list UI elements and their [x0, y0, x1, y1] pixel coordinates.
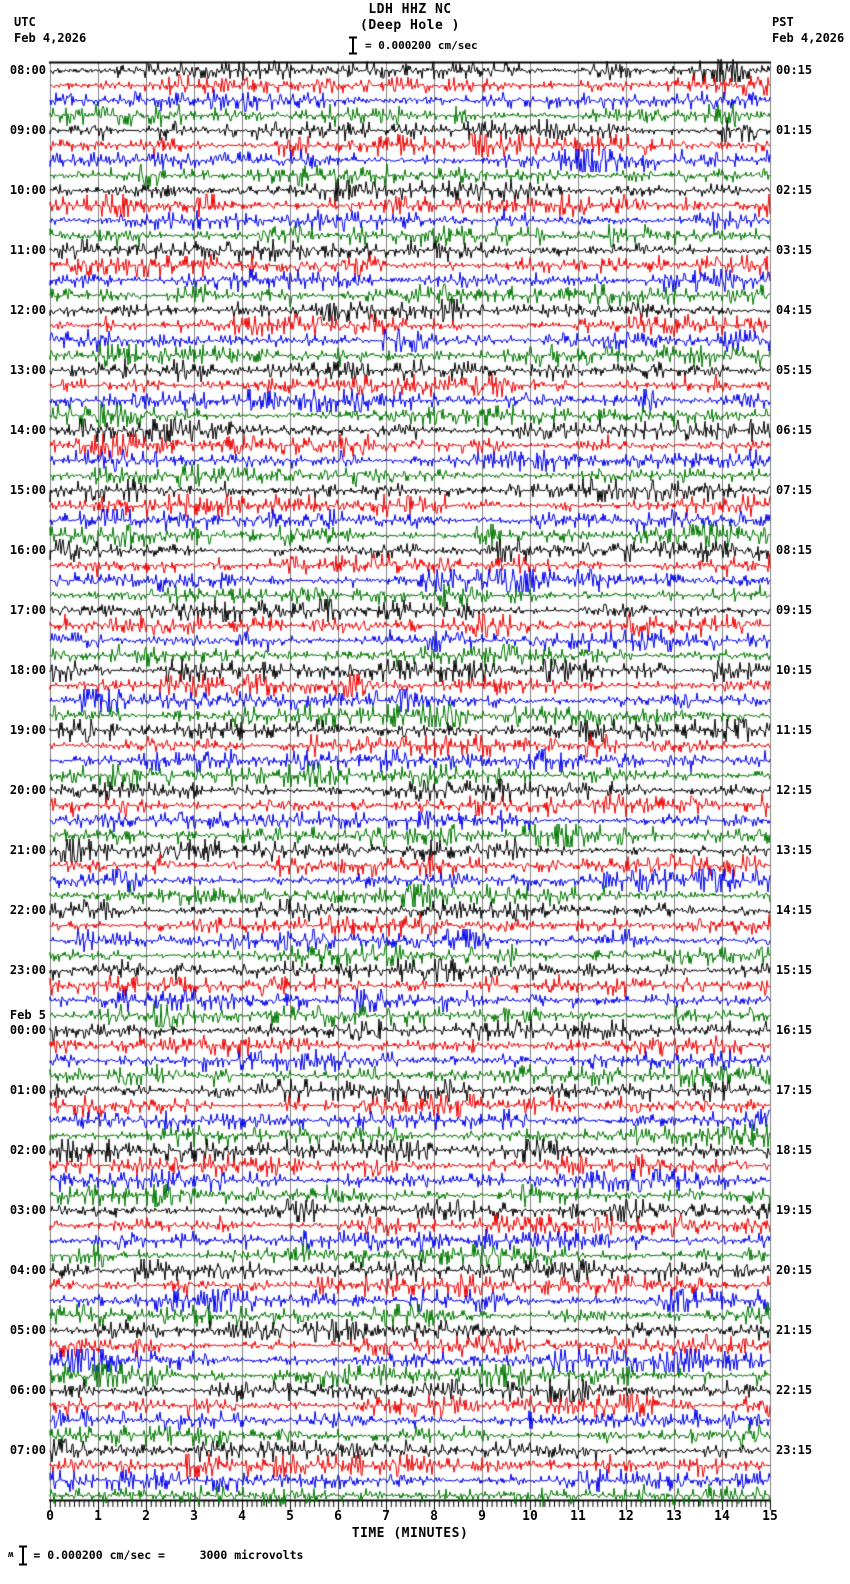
x-axis-tick-label: 13 [666, 1509, 682, 1524]
pst-hour-label: 04:15 [776, 303, 813, 317]
pst-hour-label: 05:15 [776, 363, 813, 377]
date-change-label: Feb 5 [9, 1008, 46, 1022]
pst-hour-label: 15:15 [776, 963, 813, 977]
x-axis-tick-label: 1 [94, 1509, 102, 1524]
x-axis-tick-label: 2 [142, 1509, 150, 1524]
pst-hour-label: 22:15 [776, 1383, 813, 1397]
footer-scale-text: = 0.000200 cm/sec = 3000 microvolts [33, 1548, 304, 1562]
x-axis-tick-label: 4 [238, 1509, 246, 1524]
pst-hour-label: 21:15 [776, 1323, 813, 1337]
x-axis-tick-label: 5 [286, 1509, 294, 1524]
utc-hour-label: 00:00 [9, 1023, 46, 1037]
x-axis-tick-label: 12 [618, 1509, 634, 1524]
pst-hour-label: 03:15 [776, 243, 813, 257]
utc-hour-label: 12:00 [9, 303, 46, 317]
x-axis-tick-label: 15 [762, 1509, 778, 1524]
utc-hour-label: 17:00 [9, 603, 46, 617]
pst-hour-label: 02:15 [776, 183, 813, 197]
x-axis-tick-label: 14 [714, 1509, 730, 1524]
pst-hour-label: 19:15 [776, 1203, 813, 1217]
x-axis-tick-label: 10 [522, 1509, 538, 1524]
x-axis-tick-label: 7 [382, 1509, 390, 1524]
utc-hour-label: 11:00 [9, 243, 46, 257]
pst-hour-label: 23:15 [776, 1443, 813, 1457]
pst-hour-label: 01:15 [776, 123, 813, 137]
x-axis-tick-label: 11 [570, 1509, 586, 1524]
pst-hour-label: 00:15 [776, 63, 813, 77]
pst-hour-label: 18:15 [776, 1143, 813, 1157]
utc-hour-label: 19:00 [9, 723, 46, 737]
pst-hour-label: 16:15 [776, 1023, 813, 1037]
ibar-scale-icon [18, 1545, 28, 1566]
pst-hour-label: 06:15 [776, 423, 813, 437]
utc-hour-label: 09:00 [9, 123, 46, 137]
footer-wiggle-glyph: ʍ [8, 1549, 14, 1560]
x-axis-tick-label: 6 [334, 1509, 342, 1524]
pst-hour-label: 08:15 [776, 543, 813, 557]
x-axis-tick-label: 0 [46, 1509, 54, 1524]
utc-hour-label: 07:00 [9, 1443, 46, 1457]
pst-hour-label: 20:15 [776, 1263, 813, 1277]
utc-hour-label: 15:00 [9, 483, 46, 497]
x-axis-tick-label: 3 [190, 1509, 198, 1524]
pst-hour-label: 11:15 [776, 723, 813, 737]
utc-hour-label: 08:00 [9, 63, 46, 77]
pst-hour-label: 13:15 [776, 843, 813, 857]
utc-hour-label: 16:00 [9, 543, 46, 557]
utc-hour-label: 13:00 [9, 363, 46, 377]
utc-hour-label: 23:00 [9, 963, 46, 977]
utc-hour-label: 05:00 [9, 1323, 46, 1337]
utc-hour-label: 06:00 [9, 1383, 46, 1397]
pst-hour-label: 12:15 [776, 783, 813, 797]
utc-hour-label: 01:00 [9, 1083, 46, 1097]
x-axis-tick-label: 8 [430, 1509, 438, 1524]
pst-hour-label: 17:15 [776, 1083, 813, 1097]
utc-hour-label: 03:00 [9, 1203, 46, 1217]
pst-hour-label: 07:15 [776, 483, 813, 497]
utc-hour-label: 04:00 [9, 1263, 46, 1277]
pst-hour-label: 10:15 [776, 663, 813, 677]
x-axis-title: TIME (MINUTES) [351, 1526, 469, 1541]
utc-hour-label: 21:00 [9, 843, 46, 857]
utc-hour-label: 10:00 [9, 183, 46, 197]
pst-hour-label: 14:15 [776, 903, 813, 917]
pst-hour-label: 09:15 [776, 603, 813, 617]
utc-hour-label: 02:00 [9, 1143, 46, 1157]
utc-hour-label: 18:00 [9, 663, 46, 677]
utc-hour-label: 14:00 [9, 423, 46, 437]
footer-scale-note [8, 1544, 303, 1566]
x-axis-tick-label: 9 [478, 1509, 486, 1524]
utc-hour-label: 20:00 [9, 783, 46, 797]
utc-hour-label: 22:00 [9, 903, 46, 917]
